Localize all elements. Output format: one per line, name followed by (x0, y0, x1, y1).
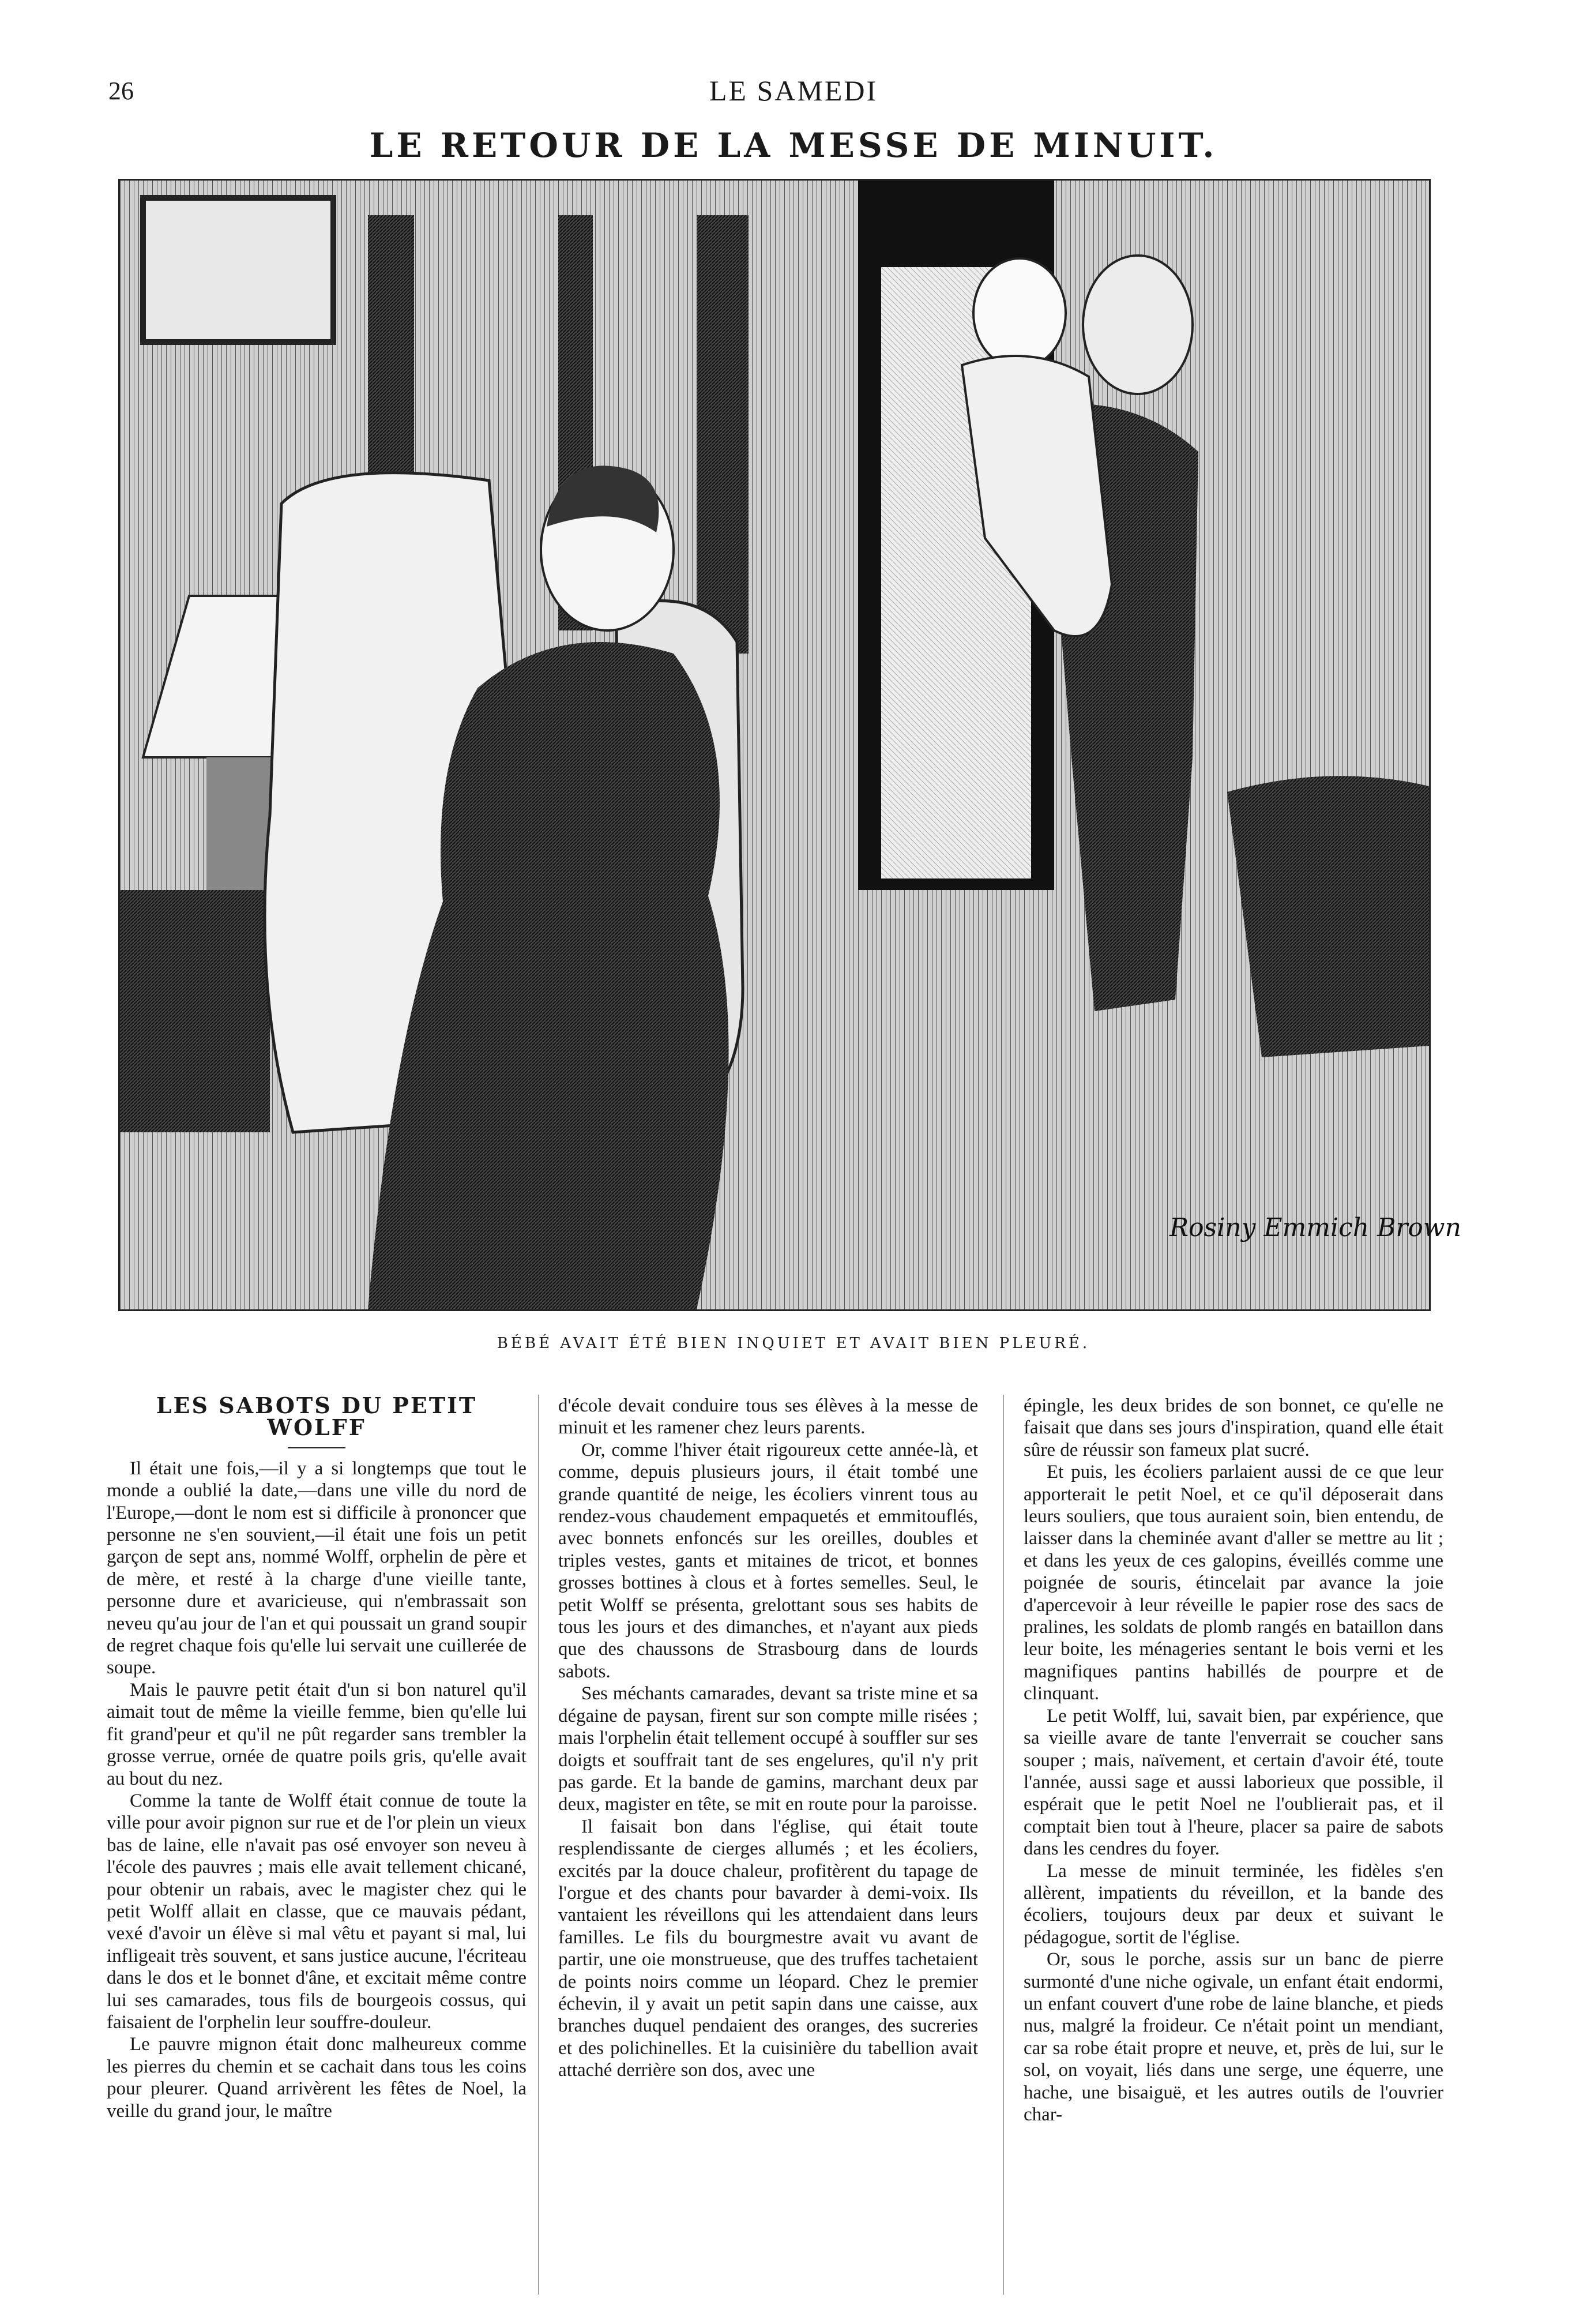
text-column-1 (107, 1392, 527, 2295)
side-table (120, 890, 270, 1132)
paragraph: Or, sous le porche, assis sur un banc de pierre surmonté d'une niche ogivale, un enfant était endormi, un enfant couvert d'une robe de laine blanche, et pieds nus, malgré la froideur. Ce n'était point un mendiant, car sa robe était propre et neuve, et, près de lui, sur le sol, on voyait, liés dans une serge, une équerre, une hache, une bisaiguë, et les autres outils de l'ouvrier char- (1024, 1949, 1443, 2125)
column-divider (1003, 1395, 1004, 2295)
title-rule (288, 1447, 345, 1448)
chair-right (1227, 776, 1429, 1057)
artist-signature: Rosiny Emmich Brown (1169, 1213, 1461, 1242)
illustration-caption: BÉBÉ AVAIT ÉTÉ BIEN INQUIET ET AVAIT BIEN PLEURÉ. (497, 1335, 1090, 1352)
paragraph: Le pauvre mignon était donc malheureux comme les pierres du chemin et se cachait dans tous les coins pour pleurer. Quand arrivèrent les fêtes de Noel, la veille du grand jour, le maître (107, 2034, 527, 2122)
paragraph: Mais le pauvre petit était d'un si bon naturel qu'il aimait tout de même la vieille femme, bien qu'elle lui fit grand'peur et qu'il ne pût regarder sans trembler la grosse verrue, ornée de quatre poils gris, qu'elle avait au bout du nez. (107, 1679, 527, 1789)
paragraph: La messe de minuit terminée, les fidèles s'en allèrent, impatients du réveillon, et la bande des écoliers, toujours deux par deux et suivant le pédagogue, sortit de l'église. (1024, 1860, 1443, 1948)
paragraph: Comme la tante de Wolff était connue de toute la ville pour avoir pignon sur rue et de l'or plein un vieux bas de laine, elle n'avait pas osé envoyer son neveu à l'école des pauvres ; mais elle avait tellement chicané, pour obtenir un rabais, avec le magister chez qui le petit Wolff allait en classe, que ce mauvais pédant, vexé d'avoir un élève si mal vêtu et payant si mal, lui infligeait très souvent, et sans justice aucune, l'écriteau dans le dos et le bonnet d'âne, et excitait même contre lui ses camarades, tous fils de bourgeois cossus, qui faisaient de l'orphelin leur souffre-douleur. (107, 1790, 527, 2033)
column-divider (538, 1395, 539, 2295)
paragraph: épingle, les deux brides de son bonnet, ce qu'elle ne faisait que dans ses jours d'inspiration, quand elle était sûre de réussir son fameux plat sucré. (1024, 1395, 1443, 1461)
page-number: 26 (108, 77, 134, 105)
engraving-illustration (118, 179, 1461, 1311)
paragraph: Et puis, les écoliers parlaient aussi de ce que leur apporterait le petit Noel, et ce qu'il déposerait dans leurs souliers, que tous auraient soin, bien entendu, de laisser dans la cheminée avant d'aller se mettre au lit ; et dans les yeux de ces galopins, éveillés comme une poignée de souris, étincelait par avance la joie d'apercevoir à leur réveille le papier rose des sacs de pralines, les soldats de plomb rangés en bataillon dans leur boite, les ménageries sentant le bois verni et les magnifiques pantins habillés de pourpre et de clinquant. (1024, 1462, 1443, 1704)
panel-column (697, 215, 749, 654)
text-column-3 (1024, 1395, 1443, 2295)
paragraph: Il faisait bon dans l'église, qui était toute resplendissante de cierges allumés ; et les écoliers, excités par la douce chaleur, profitèrent du tapage de l'orgue et des chants pour bavarder à demi-voix. Ils vantaient les réveillons qui les attendaient dans leurs familles. Le fils du bourgmestre avait vu avant de partir, une oie monstrueuse, que des truffes tachetaient de points noirs comme un léopard. Chez le premier échevin, il y avait un petit sapin dans une caisse, aux branches duquel pendaient des oranges, des sucreries et des polichinelles. Et la cuisinière du tabellion avait attaché derrière son dos, avec une (558, 1816, 978, 2081)
illustration-title: LE RETOUR DE LA MESSE DE MINUIT. (369, 126, 1218, 165)
paragraph: Or, comme l'hiver était rigoureux cette année-là, et comme, depuis plusieurs jours, il était tombé une grande quantité de neige, les écoliers vinrent tous au rendez-vous chaudement empaquetés et emmitouflés, avec bonnets enfoncés sur les oreilles, doubles et triples vestes, gants et mitaines de tricot, et bonnes grosses bottines à clous et à fortes semelles. Seul, le petit Wolff se présenta, grelottant sous ses habits de tous les jours et des dimanches, et n'ayant aux pieds que des chaussons de Strasbourg dans de lourds sabots. (558, 1439, 978, 1682)
paragraph: Le petit Wolff, lui, savait bien, par expérience, que sa vieille avare de tante l'enverrait se coucher sans souper ; mais, naïvement, et certain d'avoir été, toute l'année, aussi sage et aussi laborieux que possible, il espérait que le petit Noel ne l'oublierait pas, et il comptait bien tout à l'heure, placer sa paire de sabots dans les cendres du foyer. (1024, 1705, 1443, 1860)
picture-frame (143, 198, 333, 342)
child-head (973, 258, 1066, 368)
paragraph: Ses méchants camarades, devant sa triste mine et sa dégaine de paysan, firent sur son compte mille risées ; mais l'orphelin était tellement occupé à souffler sur ses doigts et souffrait tant de ses engelures, qu'il n'y prit pas garde. Et la bande de gamins, marchant deux par deux, magister en tête, se mit en route pour la paroisse. (558, 1683, 978, 1815)
story-title: LES SABOTS DU PETIT WOLFF (156, 1392, 477, 1441)
paragraph: d'école devait conduire tous ses élèves à la messe de minuit et les ramener chez leurs parents. (558, 1395, 978, 1439)
man-head (1083, 256, 1193, 394)
publication-title: LE SAMEDI (709, 74, 878, 107)
paragraph: Il était une fois,—il y a si longtemps que tout le monde a oublié la date,—dans une ville du nord de l'Europe,—dont le nom est si difficile à prononcer que personne ne s'en souvient,—il était une fois un petit garçon de sept ans, nommé Wolff, orphelin de père et de mère, et resté à la charge d'une vieille tante, personne dure et avaricieuse, qui n'embrassait son neveu qu'au jour de l'an et qui poussait un grand soupir de regret chaque fois qu'elle lui servait une cuillerée de soupe. (107, 1458, 527, 1679)
text-column-2 (558, 1395, 978, 2295)
